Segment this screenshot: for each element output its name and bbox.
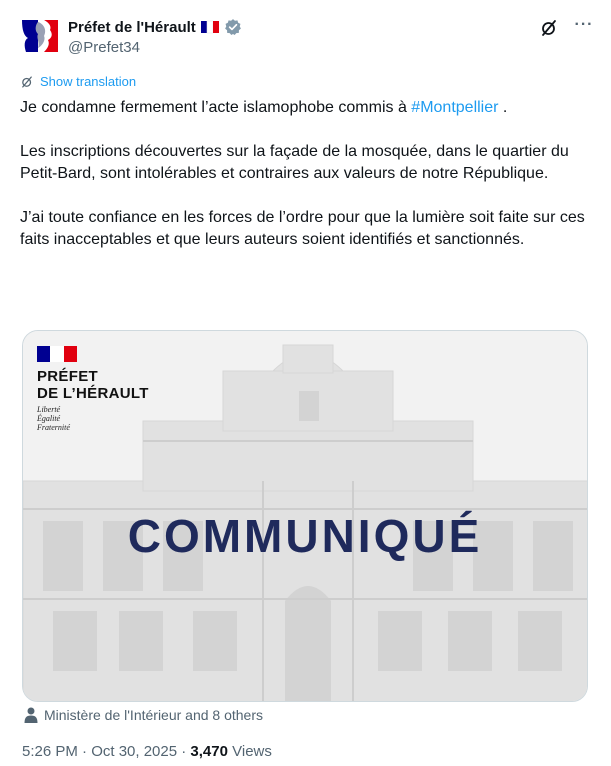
- logo-title: [37, 368, 149, 402]
- motto-liberte: Liberté: [37, 405, 61, 414]
- prefecture-logo: [37, 346, 149, 432]
- media-image[interactable]: [22, 330, 588, 702]
- verified-badge-icon[interactable]: [224, 18, 242, 36]
- motto-egalite: Égalité: [37, 414, 61, 423]
- tagged-users[interactable]: [24, 707, 263, 723]
- tweet-paragraph-1: [20, 97, 585, 119]
- tagged-users-label[interactable]: Ministère de l'Intérieur and 8 others: [44, 707, 264, 723]
- motto-fraternite: Fraternité: [37, 423, 70, 432]
- person-icon: [24, 707, 38, 723]
- author-name[interactable]: Préfet de l'Hérault: [68, 18, 196, 36]
- tweet-meta: [22, 743, 272, 760]
- hashtag-link[interactable]: #Montpellier: [411, 99, 499, 116]
- grok-button[interactable]: [539, 18, 559, 38]
- grok-icon: [539, 18, 559, 38]
- views-count: 3,470: [190, 743, 228, 760]
- show-translation-label[interactable]: Show translation: [40, 74, 137, 89]
- france-flag-icon: [200, 20, 220, 34]
- show-translation-link[interactable]: [20, 74, 136, 89]
- timestamp[interactable]: 5:26 PM · Oct 30, 2025 ·: [22, 743, 191, 760]
- grok-translate-icon: [20, 75, 34, 89]
- tweet-paragraph-2: Les inscriptions découvertes sur la façade de la mosquée, dans le quartier du Petit-Bard, sont intolérables et contraires aux valeurs de notre République.: [20, 143, 569, 182]
- author-block: [68, 17, 242, 56]
- author-handle[interactable]: @Prefet34: [68, 39, 140, 56]
- tweet-p1-text: Je condamne fermement l’acte islamophobe commis à: [20, 99, 412, 116]
- tweet-header: [20, 14, 595, 60]
- logo-line-1: PRÉFET: [37, 368, 98, 385]
- communique-headline: COMMUNIQUÉ: [127, 510, 483, 562]
- tweet-paragraph-3: J’ai toute confiance en les forces de l’ordre pour que la lumière soit faite sur ces faits inacceptables et que leurs auteurs soient identifiés et sanctionnés.: [20, 209, 585, 248]
- views-label: Views: [227, 743, 272, 760]
- logo-line-2: DE L’HÉRAULT: [37, 385, 149, 402]
- flag-block-icon: [37, 346, 77, 362]
- tweet-p1-end: .: [498, 99, 508, 116]
- name-row: [68, 17, 242, 37]
- marianne-logo-icon: [20, 16, 60, 56]
- more-options-button[interactable]: ···: [574, 16, 594, 33]
- tweet-text: [20, 97, 585, 273]
- avatar[interactable]: [20, 16, 60, 56]
- logo-motto: [37, 405, 149, 432]
